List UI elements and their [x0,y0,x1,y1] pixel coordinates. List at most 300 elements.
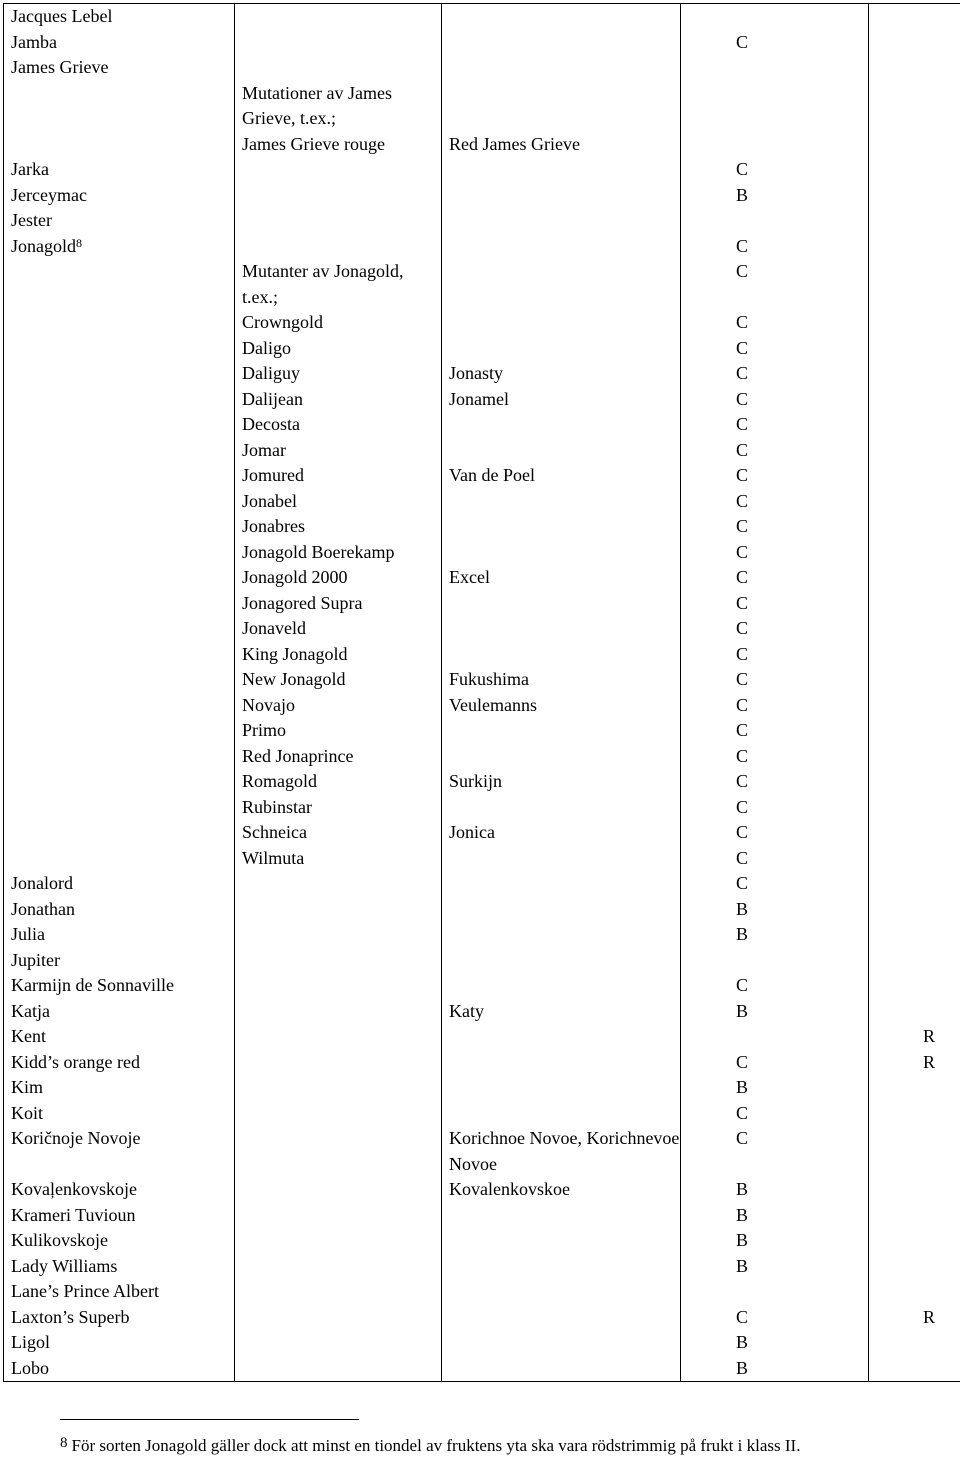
synonym-cell [442,922,681,948]
extra-cell [869,132,960,158]
variety-name-cell [4,514,235,540]
class-cell-text: B [736,1230,749,1250]
variety-name-cell [4,744,235,770]
class-cell [681,769,869,795]
mutation-cell-text: Jomar [242,439,286,460]
table-row [4,820,960,846]
extra-cell [869,999,960,1025]
class-cell-text: C [736,1128,749,1148]
class-cell-text: C [736,1102,749,1123]
mutation-cell-text: Novajo [242,694,295,715]
table-row [4,157,960,183]
mutation-cell [235,489,442,515]
extra-cell [869,310,960,336]
synonym-cell [442,718,681,744]
class-cell [681,1024,869,1050]
table-row [4,387,960,413]
class-cell [681,820,869,846]
mutation-cell [235,897,442,923]
extra-cell [869,1330,960,1356]
mutation-cell [235,157,442,183]
extra-cell [869,438,960,464]
extra-cell-text: R [923,1051,936,1072]
variety-name-cell-text: Karmijn de Sonnaville [11,975,174,995]
synonym-cell-text: Jonasty [449,363,503,383]
class-cell [681,948,869,974]
class-cell-text: B [736,1332,749,1352]
variety-name-cell [4,1126,235,1177]
variety-name-cell-text: Jamba [11,31,57,52]
synonym-cell [442,55,681,81]
variety-name-cell [4,667,235,693]
class-cell-text: B [736,924,749,944]
class-cell [681,1356,869,1382]
extra-cell [869,514,960,540]
class-cell [681,1050,869,1076]
class-cell [681,1101,869,1127]
class-cell-text: C [736,643,749,664]
class-cell [681,795,869,821]
class-cell [681,310,869,336]
class-cell-text: C [736,490,749,511]
class-cell-text: C [736,669,749,689]
class-cell-text: B [736,1000,749,1021]
synonym-cell-text: Jonica [449,822,495,842]
table-row [4,973,960,999]
mutation-cell [235,1126,442,1177]
extra-cell [869,667,960,693]
table-row [4,769,960,795]
synonym-cell [442,310,681,336]
extra-cell [869,1050,960,1076]
mutation-cell [235,183,442,209]
class-cell-text: C [736,847,749,868]
class-cell [681,922,869,948]
table-row [4,1203,960,1229]
variety-name-cell [4,1101,235,1127]
class-cell [681,514,869,540]
mutation-cell [235,616,442,642]
table-row [4,565,960,591]
synonym-cell [442,387,681,413]
extra-cell [869,744,960,770]
class-cell-text: C [736,516,749,536]
table-row [4,1330,960,1356]
extra-cell [869,820,960,846]
table-row [4,234,960,260]
variety-name-cell-text: James Grieve [11,57,109,77]
class-cell [681,412,869,438]
synonym-cell-text: Red James Grieve [449,133,580,154]
class-cell [681,55,869,81]
table-row [4,846,960,872]
mutation-cell [235,642,442,668]
class-cell-text: C [736,618,749,638]
class-cell-text: C [736,592,749,613]
mutation-cell [235,795,442,821]
variety-name-cell [4,1254,235,1280]
extra-cell [869,412,960,438]
table-row [4,1050,960,1076]
extra-cell [869,183,960,209]
extra-cell [869,234,960,260]
extra-cell [869,30,960,56]
variety-name-cell [4,693,235,719]
class-cell [681,489,869,515]
mutation-cell [235,744,442,770]
variety-name-cell [4,948,235,974]
footnote-text: För sorten Jonagold gäller dock att minst en tiondel av fruktens yta ska vara rödstrimmig på frukt i klass II. [71,1436,801,1455]
synonym-cell [442,1254,681,1280]
extra-cell [869,948,960,974]
class-cell [681,1305,869,1331]
synonym-cell [442,871,681,897]
table-row [4,412,960,438]
synonym-cell [442,565,681,591]
table-row [4,259,960,310]
mutation-cell [235,1330,442,1356]
extra-cell [869,55,960,81]
variety-name-cell-text: Jester [11,210,52,230]
class-cell-text: B [736,898,749,919]
extra-cell [869,4,960,30]
mutation-cell-text: Rubinstar [242,796,312,817]
variety-name-cell [4,540,235,566]
mutation-cell-text: Daliguy [242,363,300,383]
synonym-cell [442,846,681,872]
extra-cell [869,846,960,872]
variety-name-cell [4,81,235,132]
variety-name-cell [4,1228,235,1254]
mutation-cell-text: Jomured [242,465,304,485]
mutation-cell [235,591,442,617]
variety-name-cell [4,1356,235,1382]
variety-table [3,3,960,1382]
mutation-cell [235,769,442,795]
variety-name-cell [4,1203,235,1229]
extra-cell [869,540,960,566]
class-cell-text: C [736,873,749,893]
synonym-cell [442,132,681,158]
synonym-cell [442,1228,681,1254]
table-row [4,1177,960,1203]
mutation-cell [235,565,442,591]
extra-cell [869,1024,960,1050]
mutation-cell-text: Mutanter av Jonagold, t.ex.; [242,261,404,307]
table-row [4,514,960,540]
class-cell [681,1126,869,1177]
mutation-cell [235,1177,442,1203]
class-cell [681,897,869,923]
extra-cell [869,922,960,948]
table-row [4,718,960,744]
synonym-cell [442,1075,681,1101]
class-cell-text: B [736,184,749,205]
mutation-cell [235,387,442,413]
mutation-cell-text: Jonabel [242,490,297,511]
table-row [4,310,960,336]
synonym-cell-text: Kovalenkovskoe [449,1179,570,1199]
class-cell-text: C [736,235,749,256]
synonym-cell [442,81,681,132]
mutation-cell-text: Romagold [242,771,317,791]
class-cell [681,387,869,413]
extra-cell-text: R [923,1026,936,1046]
mutation-cell [235,820,442,846]
mutation-cell-text: Red Jonaprince [242,745,354,766]
class-cell [681,616,869,642]
extra-cell [869,1279,960,1305]
extra-cell [869,1177,960,1203]
class-cell [681,846,869,872]
table-row [4,744,960,770]
extra-cell [869,387,960,413]
extra-cell [869,897,960,923]
mutation-cell-text: Jonagold 2000 [242,567,348,587]
extra-cell [869,1203,960,1229]
synonym-cell [442,30,681,56]
class-cell-text: C [736,159,749,179]
table-row [4,1075,960,1101]
synonym-cell [442,412,681,438]
variety-name-cell-text: Lobo [11,1357,49,1378]
table-row [4,1101,960,1127]
class-cell-text: C [736,720,749,740]
footnote [60,1436,800,1457]
synonym-cell [442,1279,681,1305]
table-row [4,55,960,81]
mutation-cell-text: Jonagold Boerekamp [242,541,395,562]
variety-name-cell-text: Jonathan [11,898,75,919]
class-cell-text: C [736,261,749,281]
class-cell-text: C [736,337,749,358]
extra-cell-text: R [923,1306,936,1327]
class-cell-text: C [736,312,749,332]
class-cell [681,132,869,158]
synonym-cell [442,489,681,515]
variety-name-cell [4,30,235,56]
mutation-cell [235,259,442,310]
synonym-cell [442,769,681,795]
variety-name-cell [4,1305,235,1331]
variety-name-cell [4,361,235,387]
class-cell-text: C [736,414,749,434]
table-row [4,999,960,1025]
variety-name-cell-text: Jacques Lebel [11,6,113,26]
extra-cell [869,973,960,999]
variety-name-cell-text: Jupiter [11,949,60,970]
class-cell-text: C [736,745,749,766]
mutation-cell [235,718,442,744]
synonym-cell [442,259,681,310]
variety-name-cell [4,183,235,209]
table-row [4,948,960,974]
mutation-cell [235,1101,442,1127]
extra-cell [869,157,960,183]
synonym-cell [442,973,681,999]
synonym-cell [442,667,681,693]
variety-name-cell [4,1279,235,1305]
mutation-cell [235,846,442,872]
variety-name-cell [4,795,235,821]
extra-cell [869,1126,960,1177]
class-cell [681,336,869,362]
mutation-cell-text: Jonagored Supra [242,592,363,613]
class-cell [681,973,869,999]
extra-cell [869,81,960,132]
variety-name-cell [4,310,235,336]
class-cell [681,463,869,489]
mutation-cell [235,540,442,566]
extra-cell [869,259,960,310]
extra-cell [869,718,960,744]
mutation-cell-text: Primo [242,720,287,740]
class-cell [681,1330,869,1356]
variety-name-cell [4,463,235,489]
variety-name-cell-text: Katja [11,1000,50,1021]
table-row [4,897,960,923]
synonym-cell [442,336,681,362]
variety-name-cell-text: Lane’s Prince Albert [11,1281,159,1301]
variety-name-cell-text: Krameri Tuvioun [11,1204,136,1225]
variety-name-cell [4,208,235,234]
synonym-cell [442,744,681,770]
variety-name-cell-text: Koit [11,1102,44,1123]
variety-name-cell-text: Jonagold [11,235,76,256]
class-cell [681,30,869,56]
synonym-cell [442,1177,681,1203]
table-row [4,4,960,30]
footnote-number: 8 [60,1435,68,1451]
mutation-cell [235,871,442,897]
extra-cell [869,642,960,668]
variety-name-cell [4,1050,235,1076]
mutation-cell-text: Jonaveld [242,618,306,638]
class-cell-text: C [736,439,749,460]
variety-name-cell [4,871,235,897]
table-row [4,591,960,617]
table-row [4,616,960,642]
variety-name-cell [4,897,235,923]
class-cell-text: B [736,1204,749,1225]
extra-cell [869,489,960,515]
table-row [4,1126,960,1177]
mutation-cell-text: Dalijean [242,388,303,409]
synonym-cell-text: Korichnoe Novoe, Korichnevoe Novoe [449,1128,680,1174]
table-row [4,871,960,897]
mutation-cell [235,336,442,362]
mutation-cell-text: Schneica [242,822,307,842]
mutation-cell [235,948,442,974]
class-cell-text: B [736,1255,749,1276]
variety-name-cell-text: Koričnoje Novoje [11,1128,141,1148]
class-cell [681,1177,869,1203]
mutation-cell-text: James Grieve rouge [242,133,385,154]
class-cell-text: C [736,388,749,409]
synonym-cell [442,514,681,540]
variety-name-cell [4,412,235,438]
variety-name-cell [4,846,235,872]
extra-cell [869,361,960,387]
extra-cell [869,795,960,821]
variety-name-cell-text: Jerceymac [11,184,87,205]
synonym-cell [442,438,681,464]
class-cell [681,1203,869,1229]
mutation-cell-text: Crowngold [242,312,323,332]
class-cell [681,4,869,30]
extra-cell [869,769,960,795]
synonym-cell [442,183,681,209]
variety-name-cell-text: Laxton’s Superb [11,1306,130,1327]
mutation-cell [235,310,442,336]
mutation-cell [235,208,442,234]
class-cell-text: C [736,822,749,842]
synonym-cell-text: Van de Poel [449,465,535,485]
variety-name-cell-text: Kidd’s orange red [11,1051,140,1072]
variety-name-cell-text: Kovaļenkovskoje [11,1179,137,1199]
class-cell-text: C [736,363,749,383]
class-cell-text: C [736,1306,749,1327]
mutation-cell [235,1279,442,1305]
synonym-cell [442,616,681,642]
class-cell [681,1075,869,1101]
class-cell [681,540,869,566]
table-row [4,1279,960,1305]
table-row [4,667,960,693]
synonym-cell [442,1024,681,1050]
table-row [4,693,960,719]
class-cell [681,259,869,310]
class-cell-text: C [736,975,749,995]
extra-cell [869,208,960,234]
variety-name-cell [4,565,235,591]
class-cell-text: C [736,694,749,715]
variety-name-cell [4,1330,235,1356]
synonym-cell [442,1356,681,1382]
variety-name-cell [4,922,235,948]
variety-name-cell-text: Kent [11,1026,46,1046]
class-cell [681,438,869,464]
mutation-cell [235,132,442,158]
synonym-cell [442,361,681,387]
synonym-cell [442,1050,681,1076]
table-row [4,922,960,948]
variety-name-cell [4,1024,235,1050]
extra-cell [869,871,960,897]
variety-name-cell [4,4,235,30]
variety-name-cell-text: Jonalord [11,873,73,893]
footnote-separator [60,1419,359,1420]
synonym-cell [442,1330,681,1356]
synonym-cell-text: Fukushima [449,669,530,689]
class-cell-text: C [736,567,749,587]
class-cell [681,744,869,770]
table-row [4,30,960,56]
variety-name-cell [4,234,235,260]
class-cell-text: C [736,541,749,562]
mutation-cell [235,361,442,387]
table-row [4,463,960,489]
mutation-cell [235,1024,442,1050]
table-row [4,489,960,515]
variety-name-cell [4,999,235,1025]
mutation-cell-text: New Jonagold [242,669,346,689]
extra-cell [869,1228,960,1254]
extra-cell [869,565,960,591]
table-row [4,642,960,668]
mutation-cell [235,463,442,489]
extra-cell [869,1254,960,1280]
